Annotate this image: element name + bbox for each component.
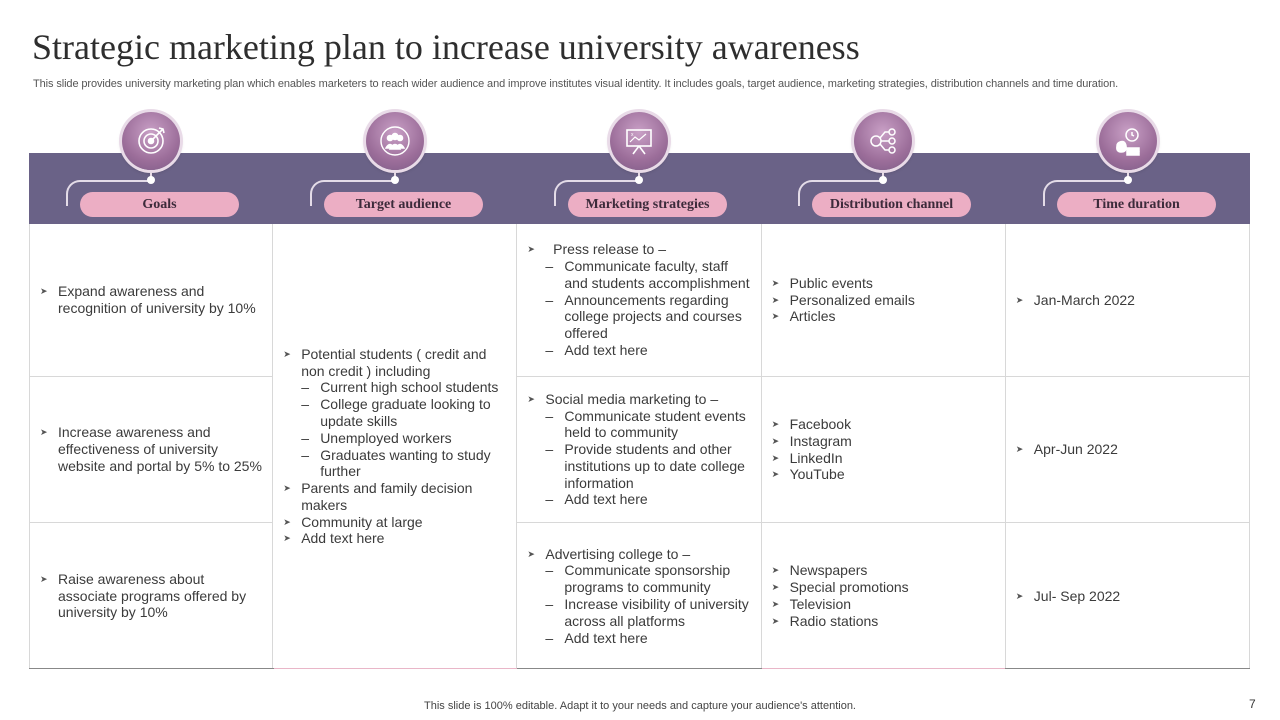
sub-item: – Add text here: [545, 341, 648, 358]
network-icon: [854, 112, 912, 170]
header-audience: [273, 108, 517, 224]
list-item: ➤ Potential students ( credit and non credit ) including – Current high school students – College graduate looking to update skills – Unemployed workers – Graduates wanting to study further: [281, 346, 510, 480]
sub-item: – Communicate sponsorship programs to community: [545, 562, 731, 596]
stem-dot: [635, 176, 643, 184]
channel-cell: [762, 224, 1005, 377]
sub-item: – Current high school students: [301, 379, 499, 396]
column-header-channel: Distribution channel: [812, 192, 971, 217]
plan-table: [29, 224, 1250, 669]
column-header-time: Time duration: [1057, 192, 1216, 217]
audience-cell: [273, 224, 516, 669]
list-item: ➤ Jan-March 2022: [1015, 291, 1135, 308]
channel-cell: [762, 523, 1005, 669]
list-item: ➤ Newspapers: [771, 562, 868, 579]
time-cell: [1006, 523, 1249, 669]
slide-title: Strategic marketing plan to increase university awareness: [32, 27, 860, 67]
page-number: 7: [1249, 697, 1256, 711]
sub-item: – Increase visibility of university across all platforms: [545, 596, 749, 629]
strategy-cell: [517, 377, 760, 523]
goal-cell: [30, 224, 272, 377]
column-header-audience: Target audience: [324, 192, 483, 217]
column-header-goals: Goals: [80, 192, 239, 217]
table-bottom-border: [29, 668, 1250, 669]
list-item: ➤ Raise awareness about associate programs offered by university by 10%: [40, 570, 247, 621]
sub-item: – Add text here: [545, 629, 648, 646]
time-column: [1006, 224, 1250, 669]
sub-item: – Graduates wanting to study further: [301, 446, 491, 480]
list-item: ➤ Articles: [771, 308, 836, 325]
strategies-column: [517, 224, 761, 669]
sub-item: – Unemployed workers: [301, 429, 452, 446]
accent-line: [274, 668, 517, 669]
list-item: ➤ Personalized emails: [771, 291, 915, 308]
list-item: ➤ Social media marketing to – – Communicate student events held to community – Provide students and other institutions up to date college information – Add text here: [525, 391, 754, 509]
stem-dot: [1124, 176, 1132, 184]
channel-column: [762, 224, 1006, 669]
list-item: ➤ Instagram: [771, 432, 852, 449]
money-time-icon: [1099, 112, 1157, 170]
sub-item: – Communicate faculty, staff and students accomplishment: [545, 258, 750, 291]
goals-column: [29, 224, 273, 669]
sub-item: – Add text here: [545, 491, 648, 508]
stem-dot: [879, 176, 887, 184]
list-item: ➤ Increase awareness and effectiveness of university website and portal by 5% to 25%: [40, 424, 262, 474]
header-strategies: [517, 108, 761, 224]
audience-column: [273, 224, 517, 669]
channel-cell: [762, 377, 1005, 523]
list-item: ➤ Advertising college to – – Communicate sponsorship programs to community – Increase visibility of university across all platforms – Add text here: [525, 546, 754, 647]
target-icon: [122, 112, 180, 170]
sub-item: – College graduate looking to update skills: [301, 396, 491, 429]
list-item: ➤ Apr-Jun 2022: [1015, 441, 1118, 458]
stem-dot: [391, 176, 399, 184]
header-time: [1006, 108, 1250, 224]
sub-item: – Announcements regarding college projects and courses offered: [545, 291, 742, 342]
sub-item: – Communicate student events held to community: [545, 407, 746, 441]
strategy-cell: [517, 224, 760, 377]
sub-item: – Provide students and other institutions up to date college information: [545, 441, 745, 491]
list-item: ➤ Public events: [771, 274, 873, 291]
time-cell: [1006, 224, 1249, 377]
list-item: ➤ Television: [771, 596, 852, 612]
slide-subtitle: This slide provides university marketing plan which enables marketers to reach wider audience and improve institutes visual identity. It includes goals, target audience, marketing strategies, distribution channels and time duration.: [33, 78, 1119, 90]
group-icon: [366, 112, 424, 170]
list-item: ➤ Parents and family decision makers: [283, 480, 473, 513]
list-item: ➤ Jul- Sep 2022: [1015, 587, 1121, 604]
header-goals: [29, 108, 273, 224]
column-header-strategies: Marketing strategies: [568, 192, 727, 217]
list-item: ➤ Press release to – – Communicate faculty, staff and students accomplishment – Announcements regarding college projects and courses offered – Add text here: [525, 241, 754, 359]
header-channel: [761, 108, 1005, 224]
list-item: ➤ Special promotions: [771, 579, 909, 596]
list-item: ➤ Radio stations: [771, 612, 879, 629]
goal-cell: [30, 523, 272, 669]
time-cell: [1006, 377, 1249, 523]
list-item: ➤ Add text here: [283, 530, 385, 547]
accent-line: [762, 668, 1005, 669]
strategy-cell: [517, 523, 760, 669]
goal-cell: [30, 377, 272, 523]
list-item: ➤ Facebook: [771, 415, 852, 432]
footer-note: This slide is 100% editable. Adapt it to your needs and capture your audience's attention.: [424, 700, 856, 712]
list-item: ➤ Community at large: [283, 513, 423, 530]
svg-text:x: x: [631, 132, 634, 138]
list-item: ➤ YouTube: [771, 466, 845, 483]
stem-dot: [147, 176, 155, 184]
list-item: ➤ LinkedIn: [771, 449, 843, 466]
presentation-board-icon: [610, 112, 668, 170]
list-item: ➤ Expand awareness and recognition of university by 10%: [40, 283, 256, 316]
